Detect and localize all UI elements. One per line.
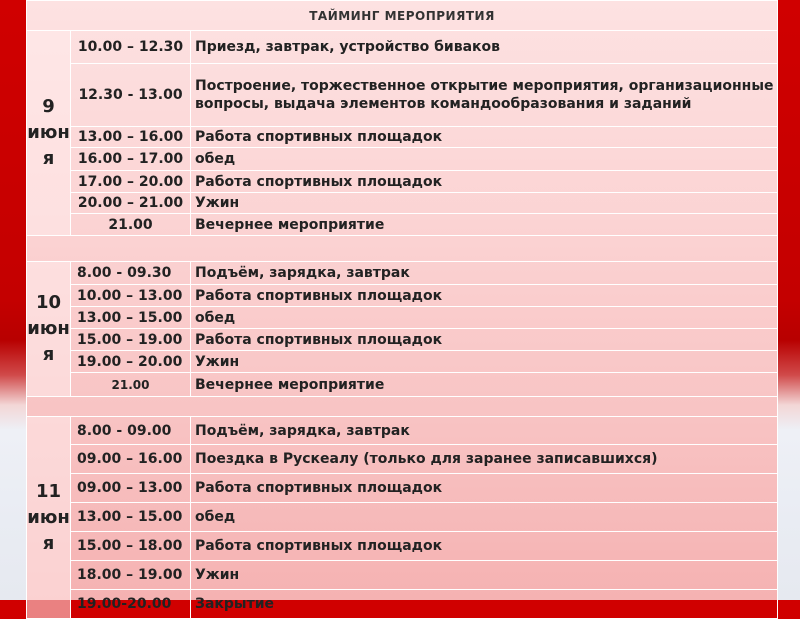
separator [27, 236, 778, 262]
activity-cell: Подъём, зарядка, завтрак [191, 262, 778, 285]
table-row [27, 373, 778, 397]
activity-cell: Ужин [191, 351, 778, 373]
time-cell: 13.00 – 15.00 [71, 307, 191, 329]
activity-cell: обед [191, 503, 778, 532]
time-cell: 21.00 [71, 214, 191, 236]
time-cell: 20.00 – 21.00 [71, 193, 191, 214]
schedule-table [26, 0, 778, 619]
time-cell: 18.00 – 19.00 [71, 561, 191, 590]
activity-cell: Ужин [191, 193, 778, 214]
day-month: июн [27, 318, 70, 339]
day-month-end: я [42, 344, 55, 365]
time-cell: 13.00 – 15.00 [71, 503, 191, 532]
activity-cell: Работа спортивных площадок [191, 474, 778, 503]
day-number: 10 [35, 292, 62, 313]
activity-cell: Закрытие [191, 590, 778, 619]
table-row [27, 474, 778, 503]
table-row [27, 351, 778, 373]
table-row [27, 214, 778, 236]
day-label-9-june [27, 31, 71, 236]
table-row [27, 532, 778, 561]
activity-cell: Работа спортивных площадок [191, 329, 778, 351]
time-cell: 09.00 – 16.00 [71, 445, 191, 474]
time-cell: 8.00 - 09.30 [71, 262, 191, 285]
day-month: июн [27, 506, 70, 528]
activity-cell: Работа спортивных площадок [191, 532, 778, 561]
time-cell: 13.00 – 16.00 [71, 127, 191, 148]
separator [27, 397, 778, 417]
day-month: июн [27, 122, 70, 143]
activity-cell: Работа спортивных площадок [191, 127, 778, 148]
table-row [27, 262, 778, 285]
activity-cell: Ужин [191, 561, 778, 590]
activity-cell: Подъём, зарядка, завтрак [191, 417, 778, 445]
table-row [27, 307, 778, 329]
day-month-end: я [42, 148, 55, 169]
activity-cell: Работа спортивных площадок [191, 285, 778, 307]
time-cell: 19.00-20.00 [71, 590, 191, 619]
table-row [27, 503, 778, 532]
time-cell: 09.00 – 13.00 [71, 474, 191, 503]
table-row [27, 417, 778, 445]
activity-cell: обед [191, 148, 778, 171]
day-number: 11 [35, 480, 62, 502]
activity-cell: обед [191, 307, 778, 329]
day-label-10-june [27, 262, 71, 397]
table-row [27, 561, 778, 590]
time-cell: 8.00 - 09.00 [71, 417, 191, 445]
time-cell: 10.00 – 12.30 [71, 31, 191, 64]
table-row [27, 285, 778, 307]
activity-cell: Вечернее мероприятие [191, 214, 778, 236]
day-label-11-june [27, 417, 71, 619]
day-number: 9 [42, 96, 55, 117]
table-row [27, 171, 778, 193]
separator-row [27, 397, 778, 417]
table-row [27, 148, 778, 171]
activity-cell: Работа спортивных площадок [191, 171, 778, 193]
separator-row [27, 236, 778, 262]
table-row [27, 445, 778, 474]
activity-cell: Вечернее мероприятие [191, 373, 778, 397]
activity-cell: Приезд, завтрак, устройство биваков [191, 31, 778, 64]
table-row [27, 31, 778, 64]
time-cell: 10.00 – 13.00 [71, 285, 191, 307]
table-row [27, 590, 778, 619]
time-cell: 19.00 – 20.00 [71, 351, 191, 373]
time-cell: 15.00 – 19.00 [71, 329, 191, 351]
table-row [27, 193, 778, 214]
title-row [27, 1, 778, 31]
activity-cell: Поездка в Рускеалу (только для заранее записавшихся) [191, 445, 778, 474]
time-cell: 15.00 – 18.00 [71, 532, 191, 561]
time-cell: 12.30 - 13.00 [71, 64, 191, 127]
table-row [27, 329, 778, 351]
table-row [27, 127, 778, 148]
time-cell: 21.00 [71, 373, 191, 397]
schedule-title: ТАЙМИНГ МЕРОПРИЯТИЯ [27, 1, 778, 31]
activity-cell: Построение, торжественное открытие мероприятия, организационные вопросы, выдача элементов командообразования и заданий [191, 64, 778, 127]
day-month-end: я [42, 532, 55, 554]
schedule-container [26, 0, 777, 612]
table-row [27, 64, 778, 127]
time-cell: 17.00 – 20.00 [71, 171, 191, 193]
time-cell: 16.00 – 17.00 [71, 148, 191, 171]
